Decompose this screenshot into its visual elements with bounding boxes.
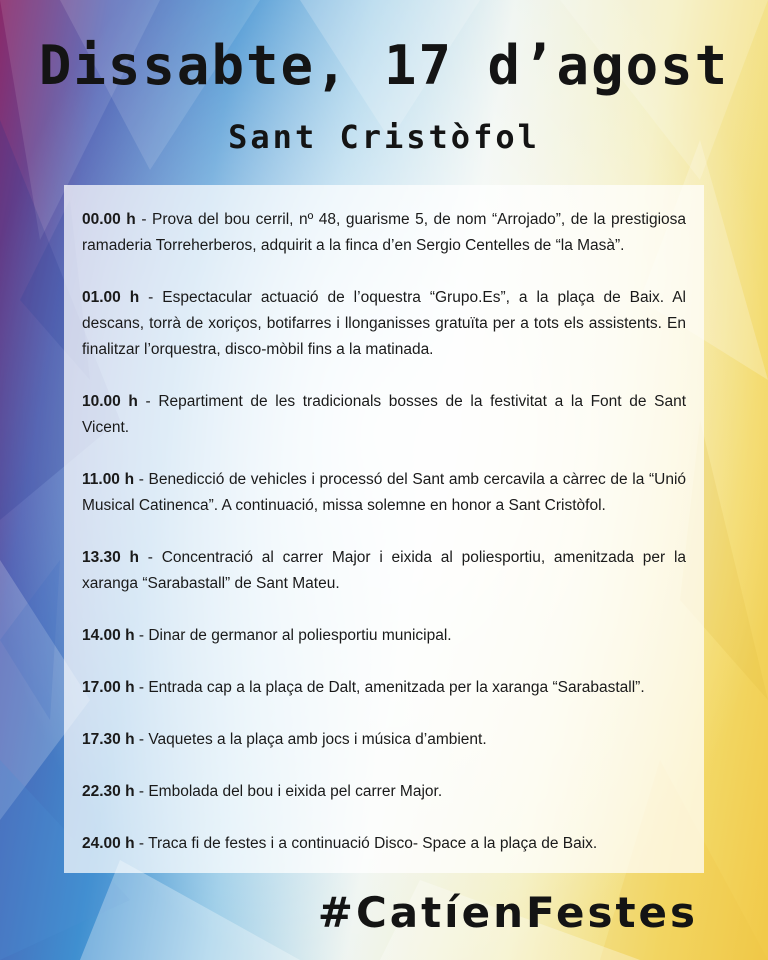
entry-time: 17.00 h — [82, 679, 135, 696]
schedule-entry — [82, 285, 686, 363]
schedule-panel — [64, 185, 704, 873]
entry-text: - Repartiment de les tradicionals bosses de la festivitat a la Font de Sant Vicent. — [82, 393, 687, 436]
entry-time: 01.00 h — [82, 289, 140, 306]
schedule-entry — [82, 389, 686, 441]
hashtag: #CatíenFestes — [317, 888, 698, 937]
entry-time: 17.30 h — [82, 731, 135, 748]
schedule-entry — [82, 623, 686, 649]
schedule-entry — [82, 467, 686, 519]
entry-time: 11.00 h — [82, 471, 135, 488]
schedule-entry — [82, 675, 686, 701]
entry-text: - Vaquetes a la plaça amb jocs i música d’ambient. — [138, 731, 487, 748]
entry-text: - Traca fi de festes i a continuació Disco- Space a la plaça de Baix. — [138, 835, 598, 852]
entry-text: - Prova del bou cerril, nº 48, guarisme 5, de nom “Arrojado”, de la prestigiosa ramaderia Torreherberos, adquirit a la finca d’en Sergio Centelles de “la Masà”. — [82, 211, 687, 254]
schedule-entry — [82, 727, 686, 753]
schedule-entry — [82, 831, 686, 857]
entry-text: - Espectacular actuació de l’oquestra “Grupo.Es”, a la plaça de Baix. Al descans, torrà de xoriços, botifarres i llonganisses gratuïta per a tots els assistents. En finalitzar l’orquestra, disco-mòbil fins a la matinada. — [82, 289, 686, 358]
entry-time: 00.00 h — [82, 211, 136, 228]
schedule-entry — [82, 207, 686, 259]
entry-text: - Entrada cap a la plaça de Dalt, amenitzada per la xaranga “Sarabastall”. — [138, 679, 645, 696]
entry-time: 22.30 h — [82, 783, 135, 800]
schedule-entry — [82, 545, 686, 597]
schedule-entry — [82, 779, 686, 805]
page-subtitle: Sant Cristòfol — [228, 118, 540, 156]
page-title: Dissabte, 17 d’agost — [38, 34, 730, 97]
entry-time: 13.30 h — [82, 549, 140, 566]
entry-text: - Embolada del bou i eixida pel carrer Major. — [138, 783, 443, 800]
entry-text: - Benedicció de vehicles i processó del Sant amb cercavila a càrrec de la “Unió Musical Catinenca”. A continuació, missa solemne en honor a Sant Cristòfol. — [82, 471, 687, 514]
entry-time: 10.00 h — [82, 393, 138, 410]
entry-time: 24.00 h — [82, 835, 135, 852]
entry-text: - Concentració al carrer Major i eixida al poliesportiu, amenitzada per la xaranga “Sarabastall” de Sant Mateu. — [82, 549, 687, 592]
entry-time: 14.00 h — [82, 627, 135, 644]
entry-text: - Dinar de germanor al poliesportiu municipal. — [138, 627, 452, 644]
